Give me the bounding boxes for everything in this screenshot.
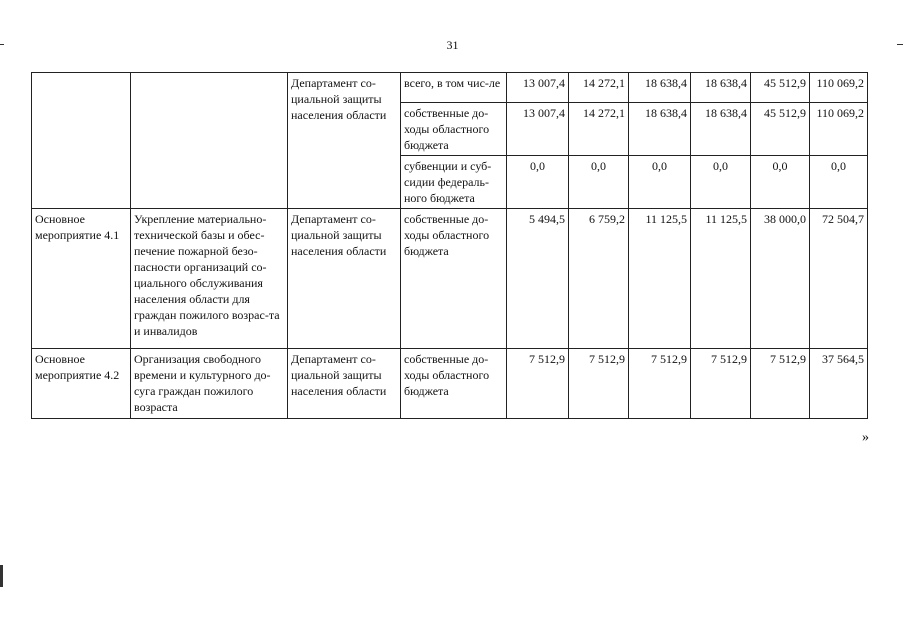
value-cell: 5 494,5 (507, 209, 569, 349)
value-cell: 18 638,4 (691, 73, 751, 103)
value-cell: 110 069,2 (810, 73, 868, 103)
value-cell: 6 759,2 (569, 209, 629, 349)
value-cell: 11 125,5 (629, 209, 691, 349)
event-cell (32, 73, 131, 209)
source-cell: субвенции и суб-сидии федераль-ного бюджета (401, 156, 507, 209)
value-cell: 7 512,9 (751, 349, 810, 419)
value-cell: 14 272,1 (569, 103, 629, 156)
value-cell: 38 000,0 (751, 209, 810, 349)
closing-quote-mark: » (862, 430, 869, 445)
value-cell: 0,0 (629, 156, 691, 209)
source-cell: собственные до-ходы областного бюджета (401, 349, 507, 419)
value-cell: 45 512,9 (751, 73, 810, 103)
value-cell: 72 504,7 (810, 209, 868, 349)
source-cell: собственные до-ходы областного бюджета (401, 209, 507, 349)
scan-edge-mark (897, 44, 903, 45)
executor-cell: Департамент со-циальной защиты населения области (288, 209, 401, 349)
table-row (32, 209, 868, 349)
value-cell: 7 512,9 (507, 349, 569, 419)
event-cell: Основное мероприятие 4.2 (32, 349, 131, 419)
source-cell: собственные до-ходы областного бюджета (401, 103, 507, 156)
value-cell: 45 512,9 (751, 103, 810, 156)
value-cell: 7 512,9 (691, 349, 751, 419)
value-cell: 0,0 (751, 156, 810, 209)
value-cell: 0,0 (810, 156, 868, 209)
event-cell: Основное мероприятие 4.1 (32, 209, 131, 349)
value-cell: 18 638,4 (629, 103, 691, 156)
value-cell: 18 638,4 (629, 73, 691, 103)
source-cell: всего, в том чис-ле (401, 73, 507, 103)
scan-edge-mark (0, 565, 3, 587)
value-cell: 13 007,4 (507, 103, 569, 156)
table-row (32, 349, 868, 419)
budget-table (31, 72, 868, 419)
value-cell: 14 272,1 (569, 73, 629, 103)
table-row (32, 73, 868, 103)
value-cell: 0,0 (569, 156, 629, 209)
value-cell: 0,0 (507, 156, 569, 209)
value-cell: 11 125,5 (691, 209, 751, 349)
executor-cell: Департамент со-циальной защиты населения области (288, 73, 401, 209)
scan-edge-mark (0, 44, 4, 45)
executor-cell: Департамент со-циальной защиты населения области (288, 349, 401, 419)
value-cell: 7 512,9 (629, 349, 691, 419)
value-cell: 37 564,5 (810, 349, 868, 419)
value-cell: 0,0 (691, 156, 751, 209)
description-cell: Организация свободного времени и культурного до-суга граждан пожилого возраста (131, 349, 288, 419)
value-cell: 7 512,9 (569, 349, 629, 419)
value-cell: 110 069,2 (810, 103, 868, 156)
value-cell: 13 007,4 (507, 73, 569, 103)
description-cell (131, 73, 288, 209)
description-cell: Укрепление материально-технической базы и обес-печение пожарной безо-пасности организаций со-циального обслуживания населения области для граждан пожилого возрас-та и инвалидов (131, 209, 288, 349)
page-number: 31 (446, 38, 459, 52)
value-cell: 18 638,4 (691, 103, 751, 156)
